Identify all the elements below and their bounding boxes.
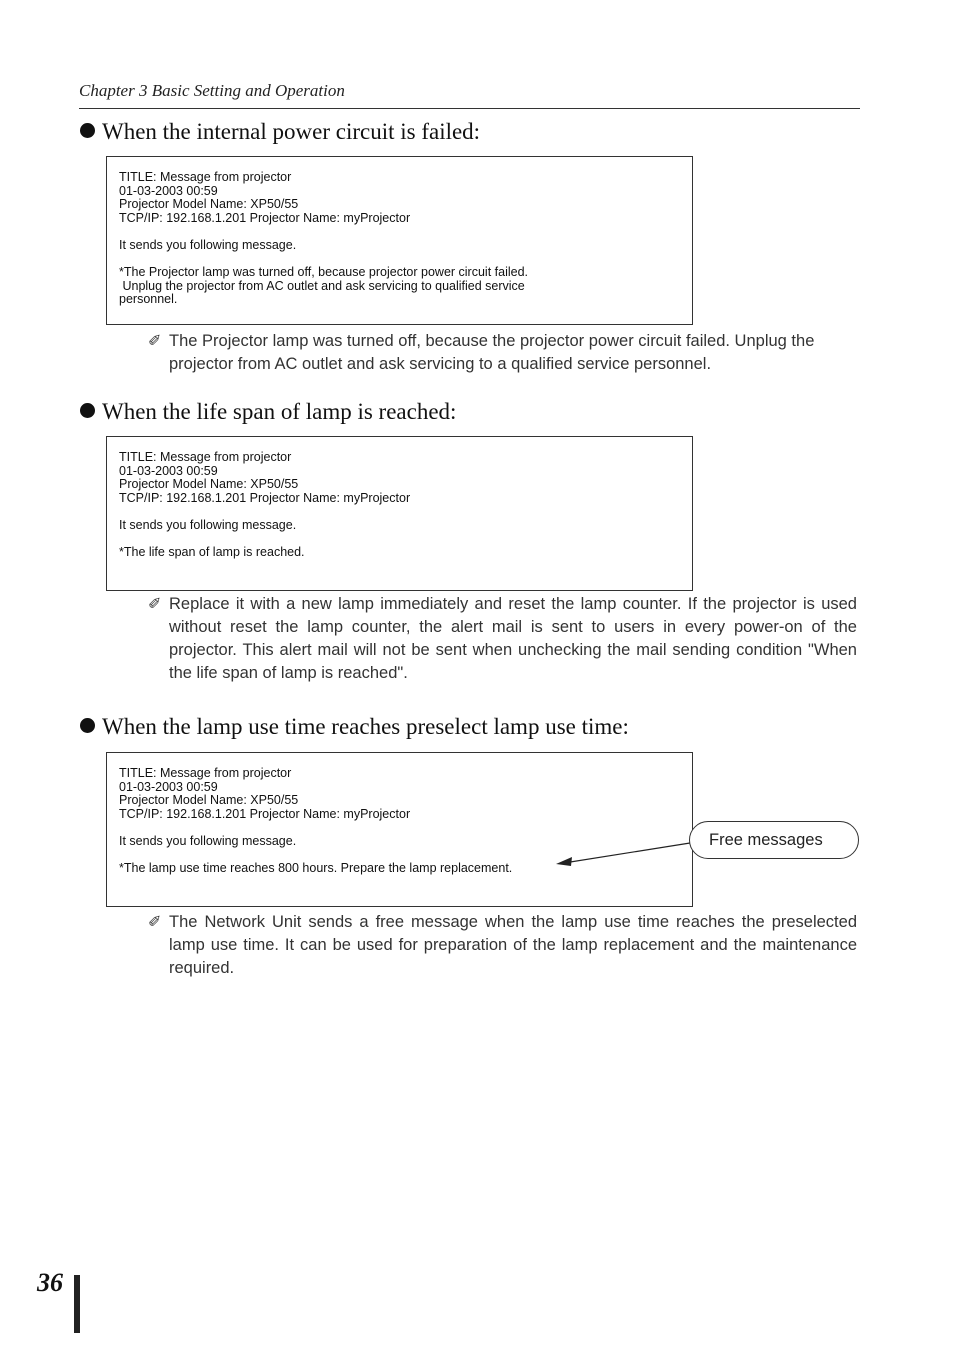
callout-arrow [550, 838, 695, 873]
message-box-lamp-life [106, 436, 693, 591]
message-tcpip: TCP/IP: 192.168.1.201 Projector Name: myProjector [119, 806, 411, 821]
section-heading-lamp-use-time: When the lamp use time reaches preselect lamp use time: [80, 714, 629, 740]
message-intro: It sends you following message. [119, 237, 297, 252]
pencil-icon: ✐ [148, 596, 162, 613]
message-title: TITLE: Message from projector [119, 170, 292, 184]
note-lamp-use-time [148, 911, 857, 980]
message-model: Projector Model Name: XP50/55 [119, 793, 299, 808]
message-date: 01-03-2003 00:59 [119, 183, 218, 198]
header-rule [79, 108, 860, 109]
bullet-icon [80, 123, 95, 138]
note-lamp-life [148, 593, 857, 685]
message-body-line: *The life span of lamp is reached. [119, 545, 305, 560]
message-intro: It sends you following message. [119, 833, 297, 848]
page-edge-bar [74, 1275, 80, 1333]
bullet-icon [80, 718, 95, 733]
message-date: 01-03-2003 00:59 [119, 779, 218, 794]
message-body-line: *The lamp use time reaches 800 hours. Prepare the lamp replacement. [119, 861, 513, 876]
pencil-icon: ✐ [148, 333, 162, 350]
pencil-icon: ✐ [148, 914, 162, 931]
message-box-power-circuit [106, 156, 693, 325]
note-power-circuit [148, 330, 857, 376]
message-tcpip: TCP/IP: 192.168.1.201 Projector Name: myProjector [119, 490, 411, 505]
message-body-line: *The Projector lamp was turned off, because projector power circuit failed. [119, 265, 528, 280]
message-tcpip: TCP/IP: 192.168.1.201 Projector Name: myProjector [119, 210, 411, 225]
page-number: 36 [37, 1268, 63, 1297]
bullet-icon [80, 403, 95, 418]
message-model: Projector Model Name: XP50/55 [119, 197, 299, 212]
note-text: The Network Unit sends a free message when the lamp use time reaches the preselected lamp use time. It can be used for preparation of the lamp replacement and the maintenance required. [169, 913, 857, 977]
chapter-header: Chapter 3 Basic Setting and Operation [79, 81, 345, 100]
section-heading-power-circuit: When the internal power circuit is failed: [80, 119, 480, 145]
message-title: TITLE: Message from projector [119, 450, 292, 464]
message-body-line: personnel. [119, 292, 178, 307]
message-box-lamp-use-time [106, 752, 693, 907]
callout-free-messages: Free messages [689, 821, 859, 859]
message-model: Projector Model Name: XP50/55 [119, 477, 299, 492]
note-text: Replace it with a new lamp immediately and reset the lamp counter. If the projector is used without reset the lamp counter, the alert mail is sent to users in every power-on of the projector. This alert mail will not be sent when unchecking the mail sending condition "When the life span of lamp is reached". [169, 595, 857, 682]
message-date: 01-03-2003 00:59 [119, 463, 218, 478]
section-heading-lamp-life: When the life span of lamp is reached: [80, 399, 456, 425]
message-body-line: Unplug the projector from AC outlet and ask servicing to qualified service [119, 278, 525, 293]
message-title: TITLE: Message from projector [119, 766, 292, 780]
note-text: The Projector lamp was turned off, because the projector power circuit failed. Unplug the projector from AC outlet and ask servicing to a qualified service personnel. [169, 332, 815, 373]
message-intro: It sends you following message. [119, 517, 297, 532]
